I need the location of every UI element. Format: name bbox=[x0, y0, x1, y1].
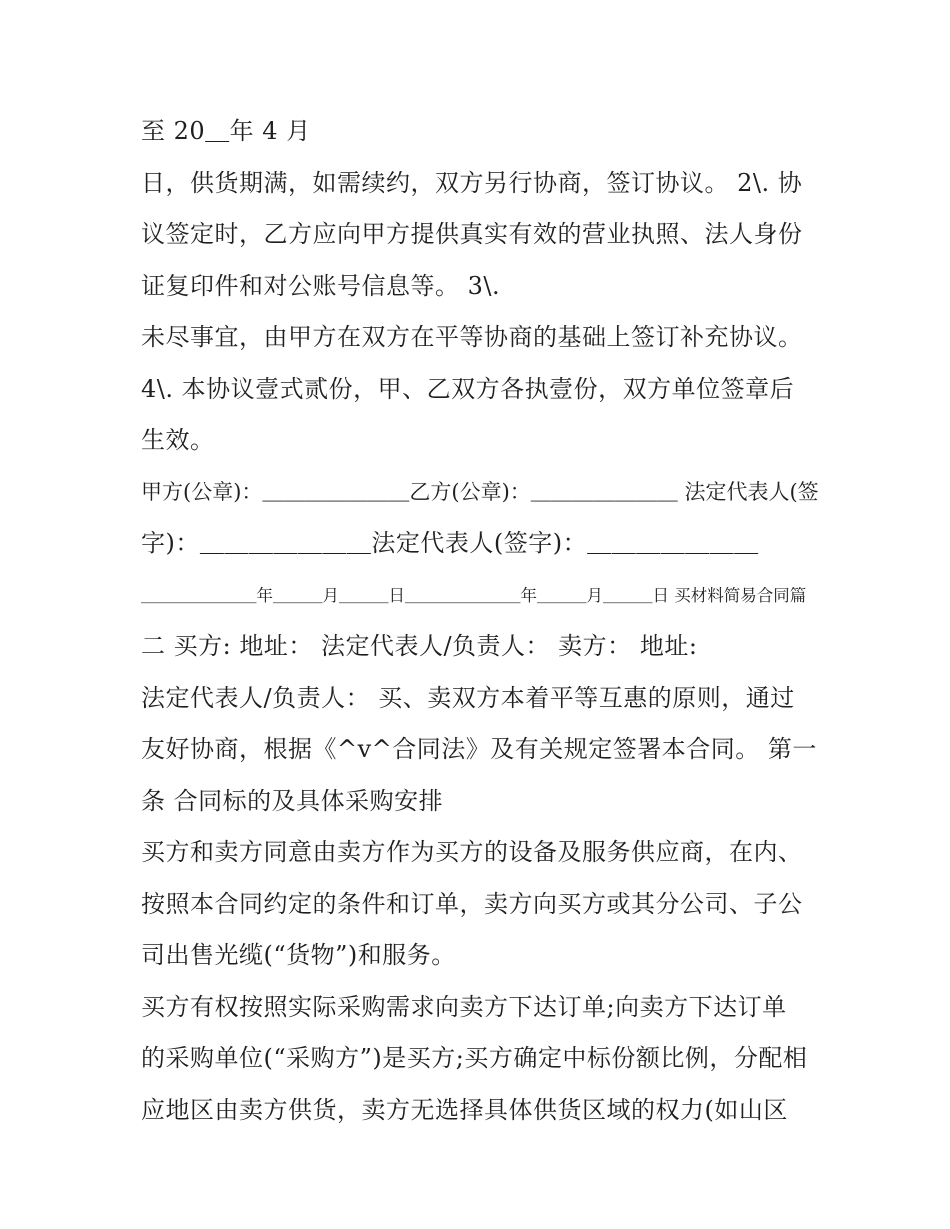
text-line: 未尽事宜，由甲方在双方在平等协商的基础上签订补充协议。 bbox=[141, 323, 803, 351]
text-line: 按照本合同约定的条件和订单，卖方向买方或其分公司、子公 bbox=[141, 889, 803, 918]
text-line: 应地区由卖方供货，卖方无选择具体供货区域的权力(如山区 bbox=[141, 1095, 788, 1124]
text-line: 买方和卖方同意由卖方作为买方的设备及服务供应商，在内、 bbox=[141, 838, 803, 866]
text-line: 二 买方: 地址： 法定代表人/负责人： 卖方： 地址: bbox=[141, 632, 698, 660]
text-line: 至 20＿年 4 月 bbox=[141, 117, 311, 145]
text-line: 条 合同标的及具体采购安排 bbox=[141, 786, 444, 815]
text-line: 的采购单位(“采购方”)是买方;买方确定中标份额比例，分配相 bbox=[141, 1044, 808, 1072]
text-line: 证复印件和对公账号信息等。 3\. bbox=[141, 271, 501, 300]
text-line: 字)：＿＿＿＿＿＿＿法定代表人(签字)：＿＿＿＿＿＿＿ bbox=[141, 529, 759, 557]
text-line: 议签定时，乙方应向甲方提供真实有效的营业执照、法人身份 bbox=[141, 220, 803, 248]
text-line: ＿＿＿＿＿＿＿年＿＿＿月＿＿＿日＿＿＿＿＿＿＿年＿＿＿月＿＿＿日 买材料简易合同篇 bbox=[141, 585, 807, 605]
text-line: 甲方(公章)：＿＿＿＿＿＿＿乙方(公章)：＿＿＿＿＿＿＿ 法定代表人(签 bbox=[141, 479, 819, 504]
text-line: 买方有权按照实际采购需求向卖方下达订单;向卖方下达订单 bbox=[141, 992, 787, 1021]
text-line: 司出售光缆(“货物”)和服务。 bbox=[141, 941, 456, 969]
text-line: 日，供货期满，如需续约，双方另行协商，签订协议。 2\. 协 bbox=[141, 168, 803, 197]
text-line: 法定代表人/负责人： 买、卖双方本着平等互惠的原则，通过 bbox=[141, 683, 795, 712]
text-line: 友好协商，根据《^v^合同法》及有关规定签署本合同。 第一 bbox=[141, 735, 817, 763]
document-body bbox=[141, 106, 821, 1136]
text-line: 生效。 bbox=[141, 426, 215, 454]
text-line: 4\. 本协议壹式贰份，甲、乙双方各执壹份，双方单位签章后 bbox=[141, 374, 795, 403]
